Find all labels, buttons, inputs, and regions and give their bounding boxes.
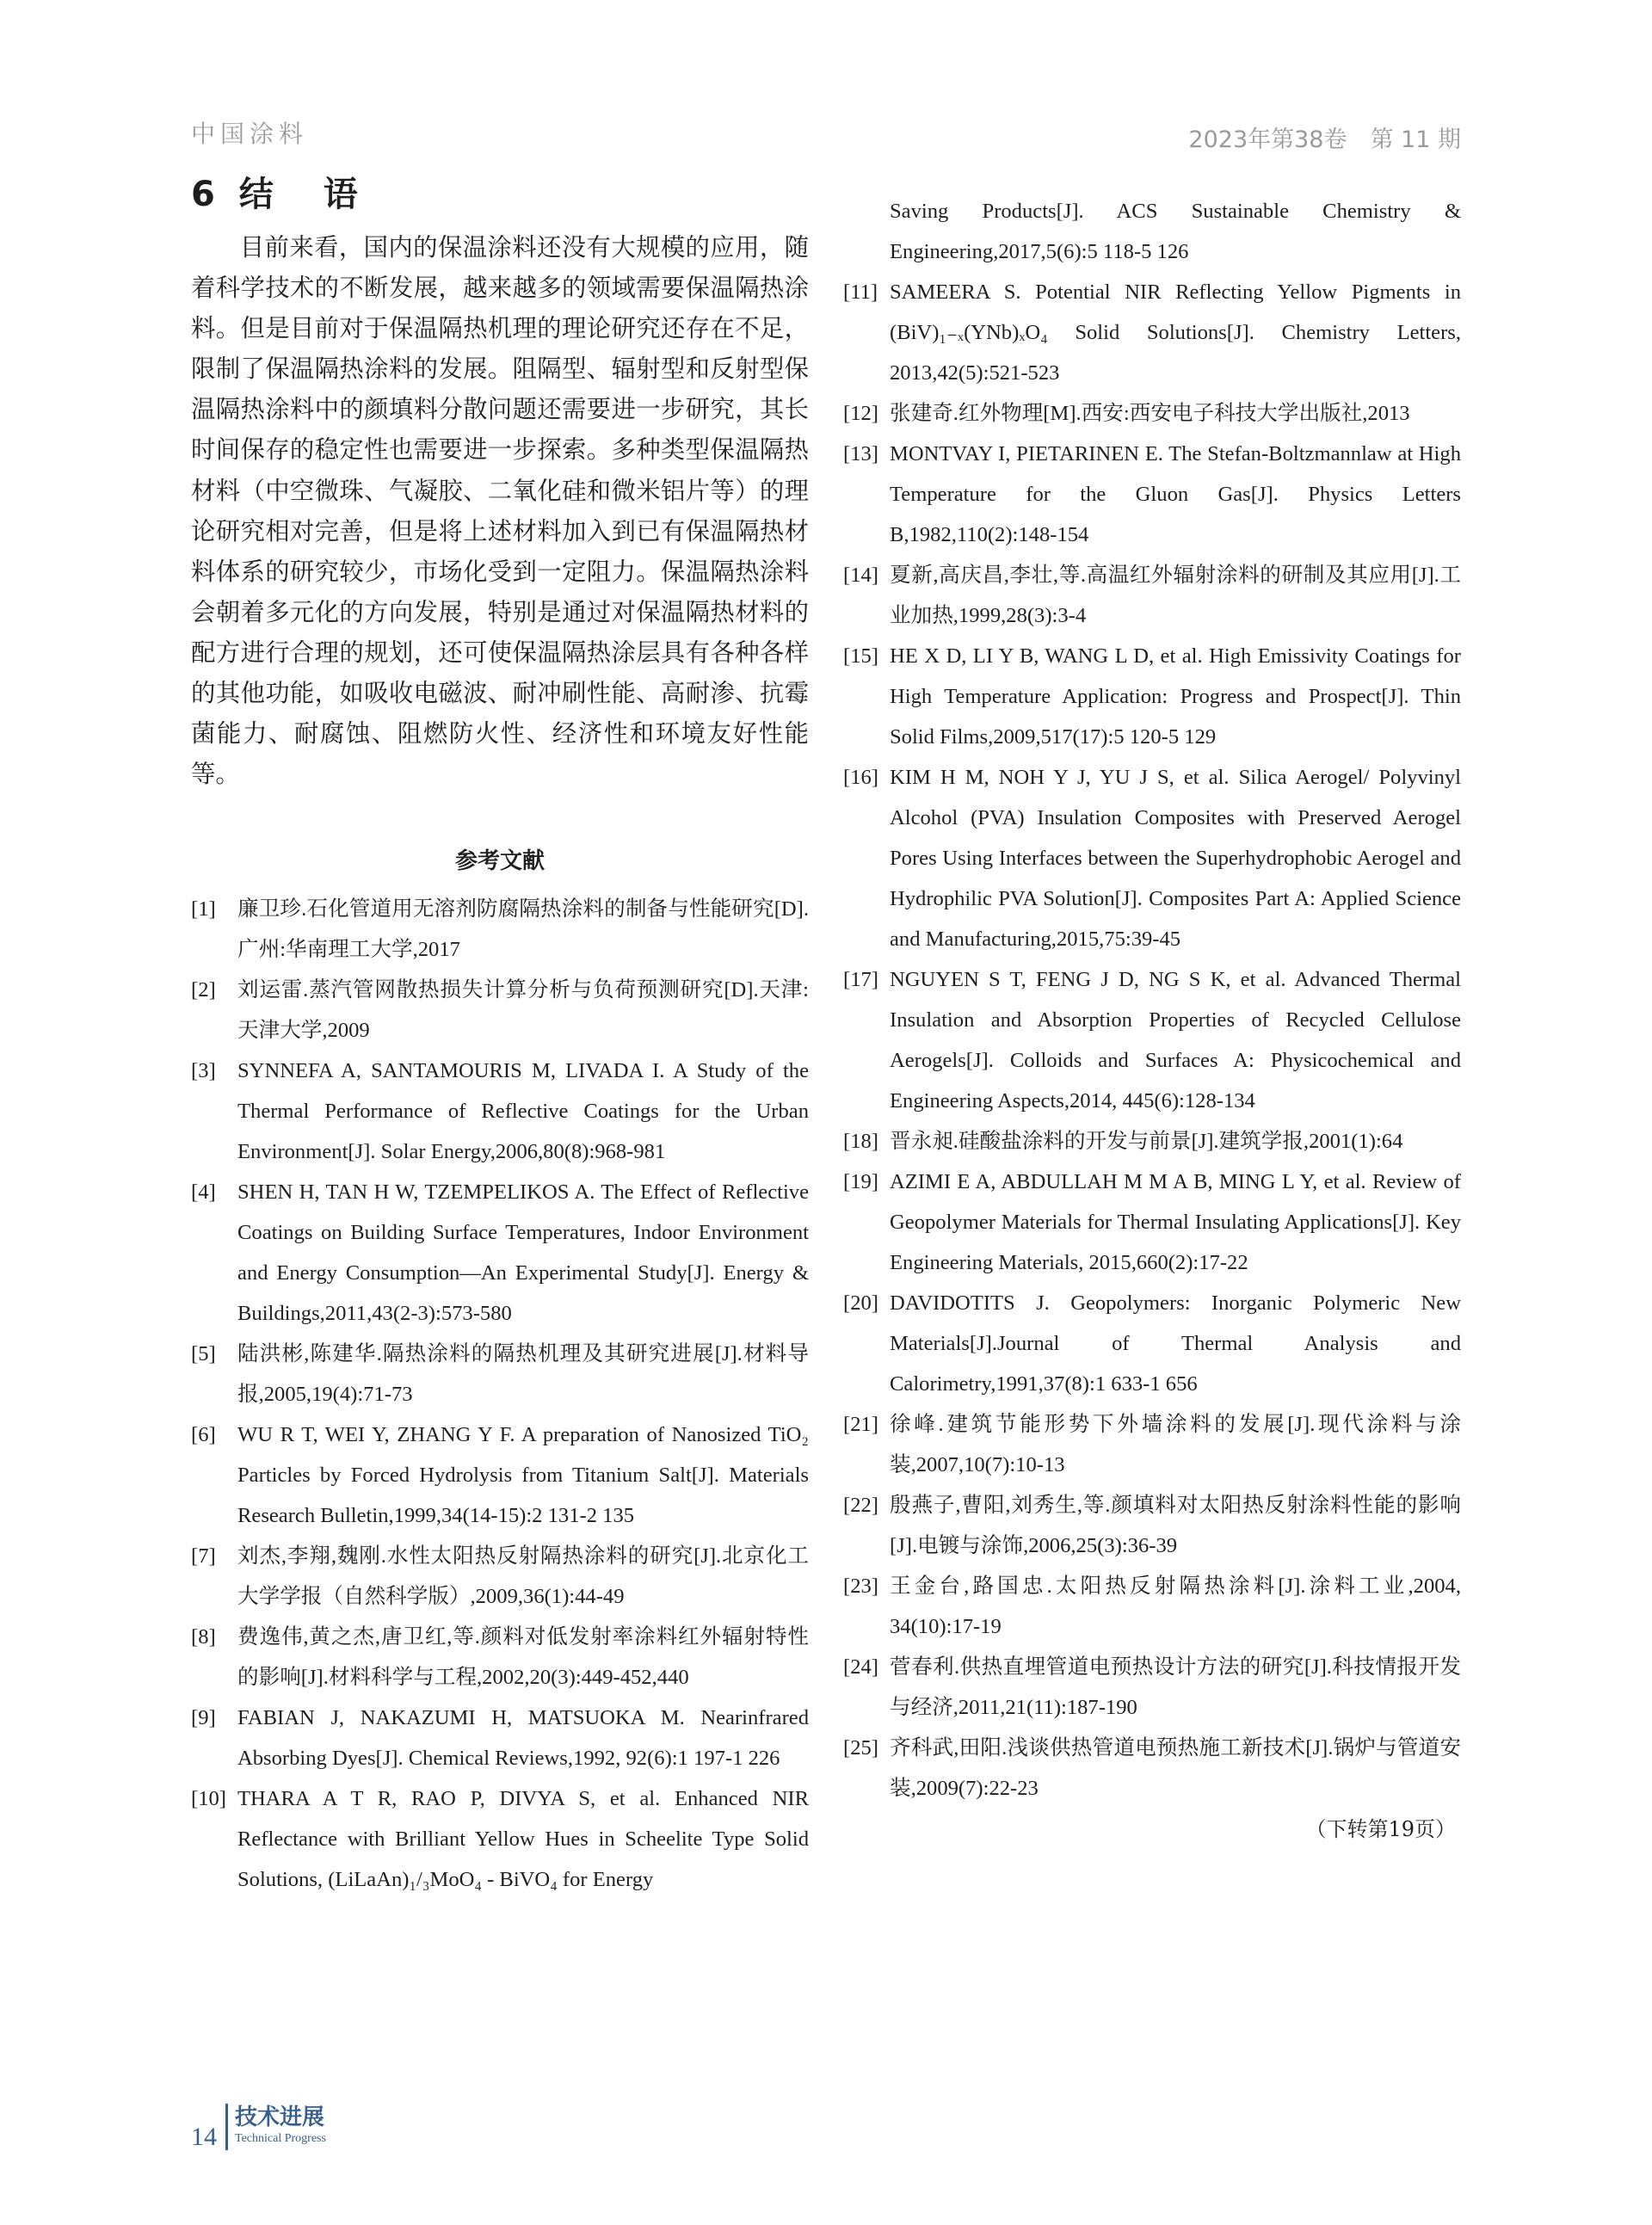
reference-number: [12] bbox=[843, 402, 878, 425]
reference-number: [15] bbox=[843, 644, 878, 668]
reference-text: 廉卫珍.石化管道用无溶剂防腐隔热涂料的制备与性能研究[D].广州:华南理工大学,2017 bbox=[237, 897, 809, 962]
reference-item bbox=[843, 1566, 1461, 1647]
journal-name: 中国涂料 bbox=[191, 120, 309, 148]
reference-item bbox=[191, 1778, 809, 1900]
issue-info: 2023年第38卷 第 11 期 bbox=[1188, 126, 1461, 153]
reference-text: 刘运雷.蒸汽管网散热损失计算分析与负荷预测研究[D].天津:天津大学,2009 bbox=[237, 978, 809, 1043]
reference-number: [21] bbox=[843, 1413, 878, 1436]
reference-text: THARA A T R, RAO P, DIVYA S, et al. Enhanced NIR Reflectance with Brilliant Yellow Hues in Scheelite Type Solid Solutions, (LiLaAn)₁/₃MoO₄ - BiVO₄ for Energy bbox=[237, 1787, 809, 1892]
reference-number: [25] bbox=[843, 1736, 878, 1760]
page-footer bbox=[191, 2104, 326, 2152]
reference-item bbox=[843, 272, 1461, 393]
reference-text: FABIAN J, NAKAZUMI H, MATSUOKA M. Nearinfrared Absorbing Dyes[J]. Chemical Reviews,1992, 92(6):1 197-1 226 bbox=[237, 1706, 809, 1771]
reference-text: 费逸伟,黄之杰,唐卫红,等.颜料对低发射率涂料红外辐射特性的影响[J].材料科学与工程,2002,20(3):449-452,440 bbox=[237, 1625, 809, 1690]
reference-number: [9] bbox=[191, 1706, 216, 1730]
reference-text: WU R T, WEI Y, ZHANG Y F. A preparation of Nanosized TiO₂ Particles by Forced Hydrolysis from Titanium Salt[J]. Materials Research Bulletin,1999,34(14-15):2 131-2 135 bbox=[237, 1423, 809, 1528]
reference-number: [6] bbox=[191, 1423, 216, 1447]
reference-text: HE X D, LI Y B, WANG L D, et al. High Emissivity Coatings for High Temperature Application: Progress and Prospect[J]. Thin Solid Films,2009,517(17):5 120-5 129 bbox=[890, 644, 1461, 749]
reference-item bbox=[843, 1647, 1461, 1728]
reference-item bbox=[191, 1617, 809, 1698]
reference-item bbox=[191, 1334, 809, 1415]
reference-number: [17] bbox=[843, 968, 878, 991]
references-title: 参考文献 bbox=[454, 848, 545, 875]
reference-text: 陆洪彬,陈建华.隔热涂料的隔热机理及其研究进展[J].材料导报,2005,19(4):71-73 bbox=[237, 1342, 809, 1407]
reference-item bbox=[843, 636, 1461, 757]
reference-number: [19] bbox=[843, 1170, 878, 1193]
reference-item bbox=[191, 1698, 809, 1778]
footer-section-en: Technical Progress bbox=[235, 2132, 326, 2145]
reference-text: 晋永昶.硅酸盐涂料的开发与前景[J].建筑学报,2001(1):64 bbox=[890, 1130, 1403, 1153]
reference-text: 徐峰.建筑节能形势下外墙涂料的发展[J].现代涂料与涂装,2007,10(7):10-13 bbox=[890, 1413, 1461, 1476]
conclusion-paragraph: 目前来看，国内的保温涂料还没有大规模的应用，随着科学技术的不断发展，越来越多的领域需要保温隔热涂料。但是目前对于保温隔热机理的理论研究还存在不足，限制了保温隔热涂料的发展。阻隔型、辐射型和反射型保温隔热涂料中的颜填料分散问题还需要进一步研究，其长时间保存的稳定性也需要进一步探索。多种类型保温隔热材料（中空微珠、气凝胶、二氧化硅和微米铝片等）的理论研究相对完善，但是将上述材料加入到已有保温隔热材料体系的研究较少，市场化受到一定阻力。保温隔热涂料会朝着多元化的方向发展，特别是通过对保温隔热材料的配方进行合理的规划，还可使保温隔热涂层具有各种各样的其他功能，如吸收电磁波、耐冲刷性能、高耐渗、抗霉菌能力、耐腐蚀、阻燃防火性、经济性和环境友好性能等。 bbox=[191, 233, 809, 789]
reference-item bbox=[191, 1051, 809, 1172]
footer-section-cn: 技术进展 bbox=[235, 2105, 325, 2130]
reference-text: NGUYEN S T, FENG J D, NG S K, et al. Advanced Thermal Insulation and Absorption Properties of Recycled Cellulose Aerogels[J]. Colloids and Surfaces A: Physicochemical and Engineering Aspects,2014, 445(6):128-134 bbox=[890, 968, 1461, 1112]
reference-number: [3] bbox=[191, 1059, 216, 1083]
reference-item bbox=[191, 1415, 809, 1536]
reference-number: [20] bbox=[843, 1291, 878, 1315]
reference-text: 夏新,高庆昌,李壮,等.高温红外辐射涂料的研制及其应用[J].工业加热,1999,28(3):3-4 bbox=[890, 564, 1461, 627]
reference-number: [18] bbox=[843, 1130, 878, 1153]
reference-number: [22] bbox=[843, 1494, 878, 1517]
reference-item bbox=[843, 393, 1461, 434]
reference-number: [11] bbox=[843, 280, 878, 304]
reference-text: SAMEERA S. Potential NIR Reflecting Yellow Pigments in (BiV)₁₋ₓ(YNb)ₓO₄ Solid Solutions[J]. Chemistry Letters, 2013,42(5):521-523 bbox=[890, 280, 1461, 385]
section-title: 结 语 bbox=[238, 175, 377, 214]
reference-item bbox=[843, 1485, 1461, 1566]
reference-number: [13] bbox=[843, 442, 878, 465]
left-column bbox=[191, 172, 809, 1900]
reference-text: 张建奇.红外物理[M].西安:西安电子科技大学出版社,2013 bbox=[890, 402, 1410, 425]
reference-number: [23] bbox=[843, 1575, 878, 1598]
reference-number: [10] bbox=[191, 1787, 226, 1811]
reference-text: 刘杰,李翔,魏刚.水性太阳热反射隔热涂料的研究[J].北京化工大学学报（自然科学版）,2009,36(1):44-49 bbox=[237, 1544, 809, 1609]
reference-continuation: Saving Products[J]. ACS Sustainable Chemistry & Engineering,2017,5(6):5 118-5 126 bbox=[890, 200, 1461, 263]
reference-item bbox=[843, 1404, 1461, 1485]
reference-item bbox=[191, 1172, 809, 1334]
reference-item bbox=[843, 757, 1461, 959]
page-number: 14 bbox=[191, 2123, 217, 2151]
reference-number: [14] bbox=[843, 564, 878, 587]
references-list-right bbox=[843, 272, 1461, 1809]
reference-text: 王金台,路国忠.太阳热反射隔热涂料[J].涂料工业,2004, 34(10):17-19 bbox=[890, 1575, 1461, 1638]
reference-text: AZIMI E A, ABDULLAH M M A B, MING L Y, et al. Review of Geopolymer Materials for Thermal Insulating Applications[J]. Key Engineering Materials, 2015,660(2):17-22 bbox=[890, 1170, 1461, 1274]
reference-number: [7] bbox=[191, 1544, 216, 1569]
reference-item bbox=[843, 1728, 1461, 1809]
footer-divider bbox=[225, 2104, 228, 2150]
reference-item bbox=[843, 1121, 1461, 1162]
reference-item bbox=[843, 1162, 1461, 1283]
reference-text: DAVIDOTITS J. Geopolymers: Inorganic Polymeric New Materials[J].Journal of Thermal Analysis and Calorimetry,1991,37(8):1 633-1 656 bbox=[890, 1291, 1461, 1396]
reference-text: SHEN H, TAN H W, TZEMPELIKOS A. The Effect of Reflective Coatings on Building Surface Temperatures, Indoor Environment and Energy Consumption—An Experimental Study[J]. Energy & Buildings,2011,43(2-3):573-580 bbox=[237, 1180, 809, 1326]
reference-item bbox=[191, 889, 809, 970]
reference-item bbox=[843, 1283, 1461, 1404]
references-list-left bbox=[191, 889, 809, 1900]
reference-item bbox=[843, 434, 1461, 555]
reference-text: 菅春利.供热直埋管道电预热设计方法的研究[J].科技情报开发与经济,2011,21(11):187-190 bbox=[890, 1655, 1461, 1719]
reference-number: [4] bbox=[191, 1180, 216, 1205]
section-number: 6 bbox=[191, 175, 217, 214]
reference-number: [16] bbox=[843, 766, 878, 789]
reference-number: [5] bbox=[191, 1342, 216, 1366]
right-column bbox=[843, 191, 1461, 1846]
reference-text: 殷燕子,曹阳,刘秀生,等.颜填料对太阳热反射涂料性能的影响[J].电镀与涂饰,2006,25(3):36-39 bbox=[890, 1494, 1461, 1557]
reference-item bbox=[843, 555, 1461, 636]
reference-number: [2] bbox=[191, 978, 216, 1002]
section-heading bbox=[191, 172, 809, 217]
reference-text: KIM H M, NOH Y J, YU J S, et al. Silica Aerogel/ Polyvinyl Alcohol (PVA) Insulation Composites with Preserved Aerogel Pores Using Interfaces between the Superhydrophobic Aerogel and Hydrophilic PVA Solution[J]. Composites Part A: Applied Science and Manufacturing,2015,75:39-45 bbox=[890, 766, 1461, 951]
continued-note: （下转第19页） bbox=[1305, 1817, 1456, 1841]
reference-item bbox=[843, 959, 1461, 1121]
reference-text: MONTVAY I, PIETARINEN E. The Stefan-Boltzmannlaw at High Temperature for the Gluon Gas[J]. Physics Letters B,1982,110(2):148-154 bbox=[890, 442, 1461, 546]
reference-number: [1] bbox=[191, 897, 216, 921]
reference-item bbox=[191, 970, 809, 1051]
reference-item bbox=[191, 1536, 809, 1617]
reference-text: 齐科武,田阳.浅谈供热管道电预热施工新技术[J].锅炉与管道安装,2009(7):22-23 bbox=[890, 1736, 1461, 1800]
reference-number: [8] bbox=[191, 1625, 216, 1649]
reference-number: [24] bbox=[843, 1655, 878, 1679]
reference-text: SYNNEFA A, SANTAMOURIS M, LIVADA I. A Study of the Thermal Performance of Reflective Coatings for the Urban Environment[J]. Solar Energy,2006,80(8):968-981 bbox=[237, 1059, 809, 1164]
